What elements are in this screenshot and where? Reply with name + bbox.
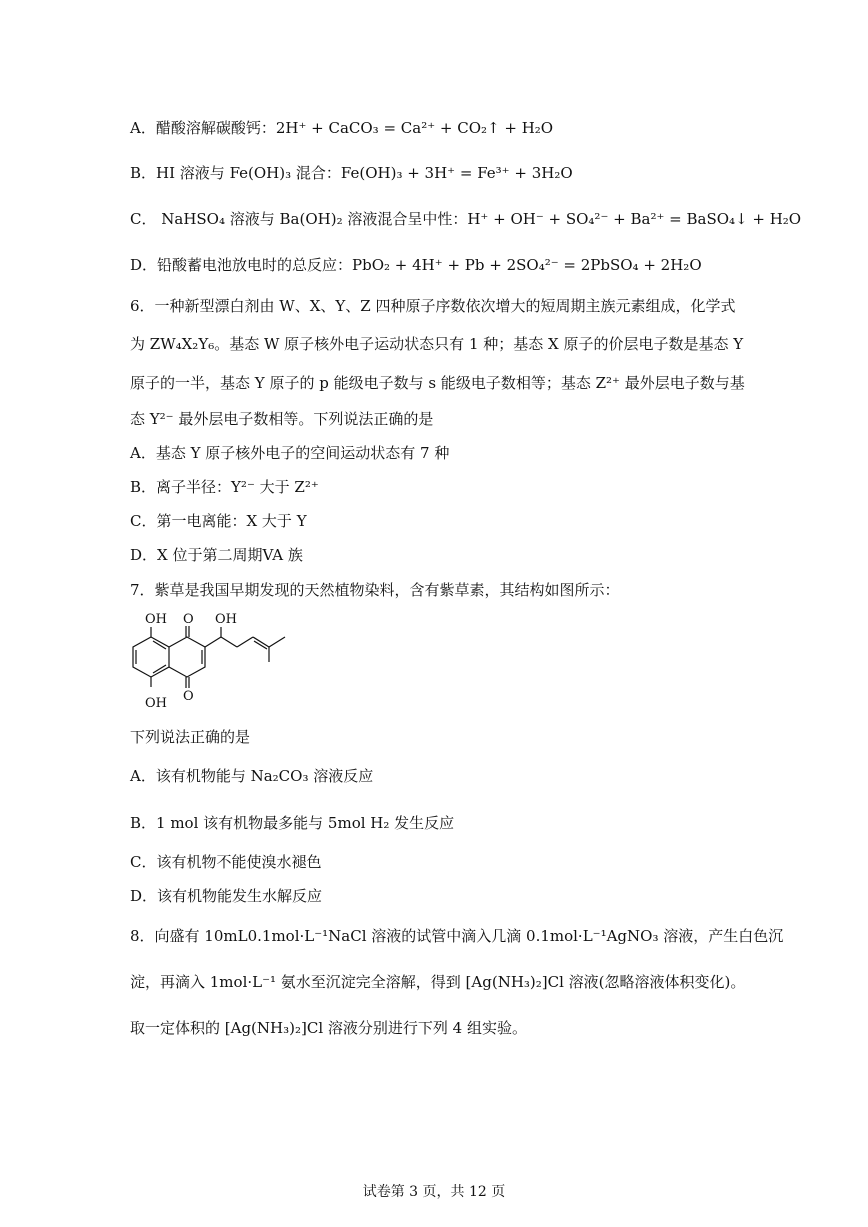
oh-top-left-label: OH	[145, 612, 167, 627]
q5-option-b: B．HI 溶液与 Fe(OH)₃ 混合：Fe(OH)₃ + 3H⁺ = Fe³⁺ + 3H₂O	[130, 164, 573, 182]
q6-stem-line3: 原子的一半，基态 Y 原子的 p 能级电子数与 s 能级电子数相等；基态 Z²⁺ 最外层电子数与基	[130, 374, 745, 392]
q6-option-c: C．第一电离能：X 大于 Y	[130, 512, 307, 530]
q8-stem-line1: 8．向盛有 10mL0.1mol·L⁻¹NaCl 溶液的试管中滴入几滴 0.1mol·L⁻¹AgNO₃ 溶液，产生白色沉	[130, 927, 784, 945]
oh-bottom-left-label: OH	[145, 696, 167, 710]
q5-option-d: D．铅酸蓄电池放电时的总反应：PbO₂ + 4H⁺ + Pb + 2SO₄²⁻ = 2PbSO₄ + 2H₂O	[130, 256, 702, 274]
q7-stem: 7．紫草是我国早期发现的天然植物染料，含有紫草素，其结构如图所示：	[130, 581, 620, 599]
q7-prompt: 下列说法正确的是	[130, 728, 251, 746]
q6-option-a: A．基态 Y 原子核外电子的空间运动状态有 7 种	[130, 444, 450, 462]
page-footer: 试卷第 3 页，共 12 页	[362, 1184, 506, 1200]
q7-option-b: B．1 mol 该有机物最多能与 5mol H₂ 发生反应	[130, 814, 455, 832]
q5-option-c: C． NaHSO₄ 溶液与 Ba(OH)₂ 溶液混合呈中性：H⁺ + OH⁻ + SO₄²⁻ + Ba²⁺ = BaSO₄↓ + H₂O	[130, 210, 802, 228]
q5-option-a: A．醋酸溶解碳酸钙：2H⁺ + CaCO₃ = Ca²⁺ + CO₂↑ + H₂O	[130, 119, 554, 137]
carbonyl-o-bottom-label: O	[183, 689, 194, 704]
q8-stem-line2: 淀，再滴入 1mol·L⁻¹ 氨水至沉淀完全溶解，得到 [Ag(NH₃)₂]Cl 溶液(忽略溶液体积变化)。	[130, 973, 746, 991]
q6-stem-line4: 态 Y²⁻ 最外层电子数相等。下列说法正确的是	[130, 410, 434, 428]
carbonyl-o-top-label: O	[183, 612, 194, 627]
q6-option-b: B．离子半径：Y²⁻ 大于 Z²⁺	[130, 478, 319, 496]
q7-option-a: A．该有机物能与 Na₂CO₃ 溶液反应	[130, 767, 374, 785]
shikonin-structure-diagram	[125, 610, 295, 710]
q7-option-d: D．该有机物能发生水解反应	[130, 887, 323, 905]
q8-stem-line3: 取一定体积的 [Ag(NH₃)₂]Cl 溶液分别进行下列 4 组实验。	[130, 1019, 527, 1037]
q6-stem-line1: 6．一种新型漂白剂由 W、X、Y、Z 四种原子序数依次增大的短周期主族元素组成，化学式	[130, 297, 736, 315]
q7-option-c: C．该有机物不能使溴水褪色	[130, 853, 322, 871]
oh-chain-label: OH	[215, 612, 237, 627]
q6-option-d: D．X 位于第二周期VA 族	[130, 546, 303, 564]
q6-stem-line2: 为 ZW₄X₂Y₆。基态 W 原子核外电子运动状态只有 1 种；基态 X 原子的价层电子数是基态 Y	[130, 335, 744, 353]
